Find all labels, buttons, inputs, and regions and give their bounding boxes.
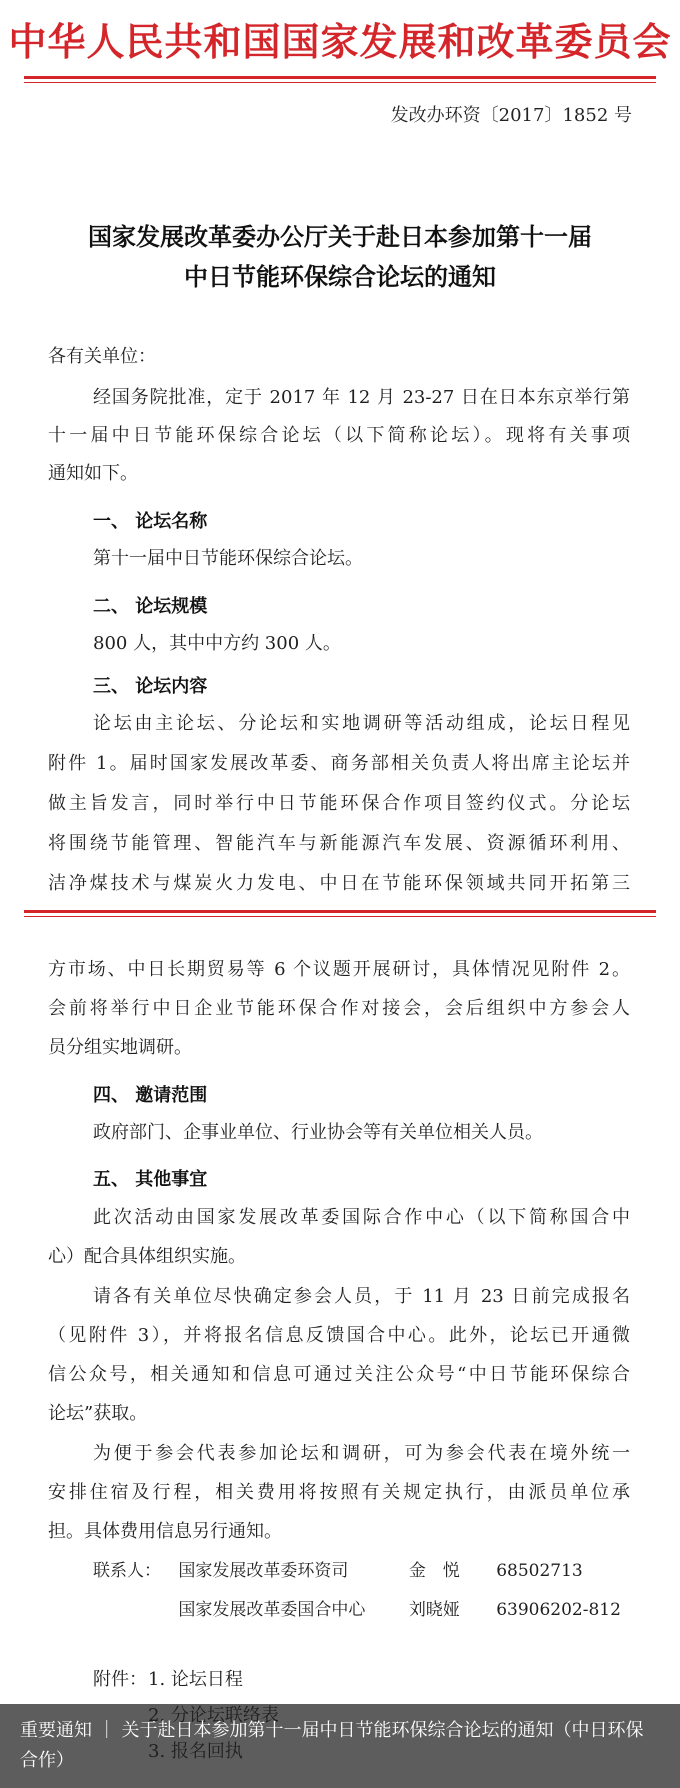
other-matters-line: 请各有关单位尽快确定参会人员，于 11 月 23 日前完成报名 xyxy=(93,1286,630,1307)
content-line: 做主旨发言，同时举行中日节能环保合作项目签约仪式。分论坛 xyxy=(48,793,630,814)
section-heading-forum-content: 三、 论坛内容 xyxy=(93,676,208,697)
other-matters-line: 论坛”获取。 xyxy=(48,1403,148,1424)
caption-text: 重要通知 ｜ 关于赴日本参加第十一届中日节能环保综合论坛的通知（中日环保合作） xyxy=(20,1720,644,1771)
other-matters-line: 信公众号，相关通知和信息可通过关注公众号“中日节能环保综合 xyxy=(48,1364,630,1385)
content-line: 方市场、中日长期贸易等 6 个议题开展研讨，具体情况见附件 2。 xyxy=(48,959,630,980)
section-text-forum-name: 第十一届中日节能环保综合论坛。 xyxy=(93,548,363,569)
section-heading-forum-scale: 二、 论坛规模 xyxy=(93,596,208,617)
section-heading-other-matters: 五、 其他事宜 xyxy=(93,1169,208,1190)
contact-label: 联系人： xyxy=(93,1561,161,1581)
other-matters-line: 担。具体费用信息另行通知。 xyxy=(48,1521,282,1542)
content-line: 会前将举行中日企业节能环保合作对接会，会后组织中方参会人 xyxy=(48,998,630,1019)
contact-org: 国家发展改革委国合中心 xyxy=(178,1600,366,1620)
section-text-forum-scale: 800 人，其中中方约 300 人。 xyxy=(93,633,341,654)
attachments-label: 附件： xyxy=(93,1669,147,1690)
intro-line: 经国务院批准，定于 2017 年 12 月 23-27 日在日本东京举行第 xyxy=(93,387,630,408)
intro-line: 十一届中日节能环保综合论坛（以下简称论坛）。现将有关事项 xyxy=(48,425,630,446)
content-line: 论坛由主论坛、分论坛和实地调研等活动组成，论坛日程见 xyxy=(93,713,630,734)
header-red-rule-thin xyxy=(24,82,656,83)
page-break-red-rule-thin xyxy=(24,916,656,917)
other-matters-line: （见附件 3），并将报名信息反馈国合中心。此外，论坛已开通微 xyxy=(48,1325,630,1346)
document-title-line-2: 中日节能环保综合论坛的通知 xyxy=(184,262,496,291)
contact-row xyxy=(93,1597,621,1623)
section-heading-invitation-scope: 四、 邀请范围 xyxy=(93,1085,208,1106)
content-line: 附件 1。届时国家发展改革委、商务部相关负责人将出席主论坛并 xyxy=(48,753,630,774)
document-title-line-1: 国家发展改革委办公厅关于赴日本参加第十一届 xyxy=(88,222,592,251)
salutation: 各有关单位： xyxy=(48,346,156,367)
other-matters-line: 心）配合具体组织实施。 xyxy=(48,1246,246,1267)
organization-header: 中华人民共和国国家发展和改革委员会 xyxy=(8,19,672,64)
other-matters-line: 此次活动由国家发展改革委国际合作中心（以下简称国合中 xyxy=(93,1207,630,1228)
page-break-red-rule xyxy=(24,910,656,913)
contact-row xyxy=(93,1558,583,1584)
document-number: 发改办环资〔2017〕1852 号 xyxy=(390,105,632,126)
intro-line: 通知如下。 xyxy=(48,463,138,484)
contact-name: 金 悦 xyxy=(408,1561,460,1581)
content-line: 洁净煤技术与煤炭火力发电、中日在节能环保领域共同开拓第三 xyxy=(48,873,630,894)
attachment-item: 1. 论坛日程 xyxy=(148,1669,243,1690)
contact-phone: 68502713 xyxy=(496,1561,583,1581)
contact-phone: 63906202-812 xyxy=(496,1600,621,1620)
content-line: 员分组实地调研。 xyxy=(48,1037,192,1058)
other-matters-line: 安排住宿及行程，相关费用将按照有关规定执行，由派员单位承 xyxy=(48,1482,630,1503)
contact-name: 刘晓娅 xyxy=(408,1600,460,1620)
other-matters-line: 为便于参会代表参加论坛和调研，可为参会代表在境外统一 xyxy=(93,1443,630,1464)
section-heading-forum-name: 一、 论坛名称 xyxy=(93,511,208,532)
contact-org: 国家发展改革委环资司 xyxy=(178,1561,349,1581)
content-line: 将围绕节能管理、智能汽车与新能源汽车发展、资源循环利用、 xyxy=(48,833,630,854)
caption-overlay xyxy=(0,1704,680,1788)
header-red-rule xyxy=(24,76,656,79)
section-text-invitation-scope: 政府部门、企事业单位、行业协会等有关单位相关人员。 xyxy=(93,1122,543,1143)
